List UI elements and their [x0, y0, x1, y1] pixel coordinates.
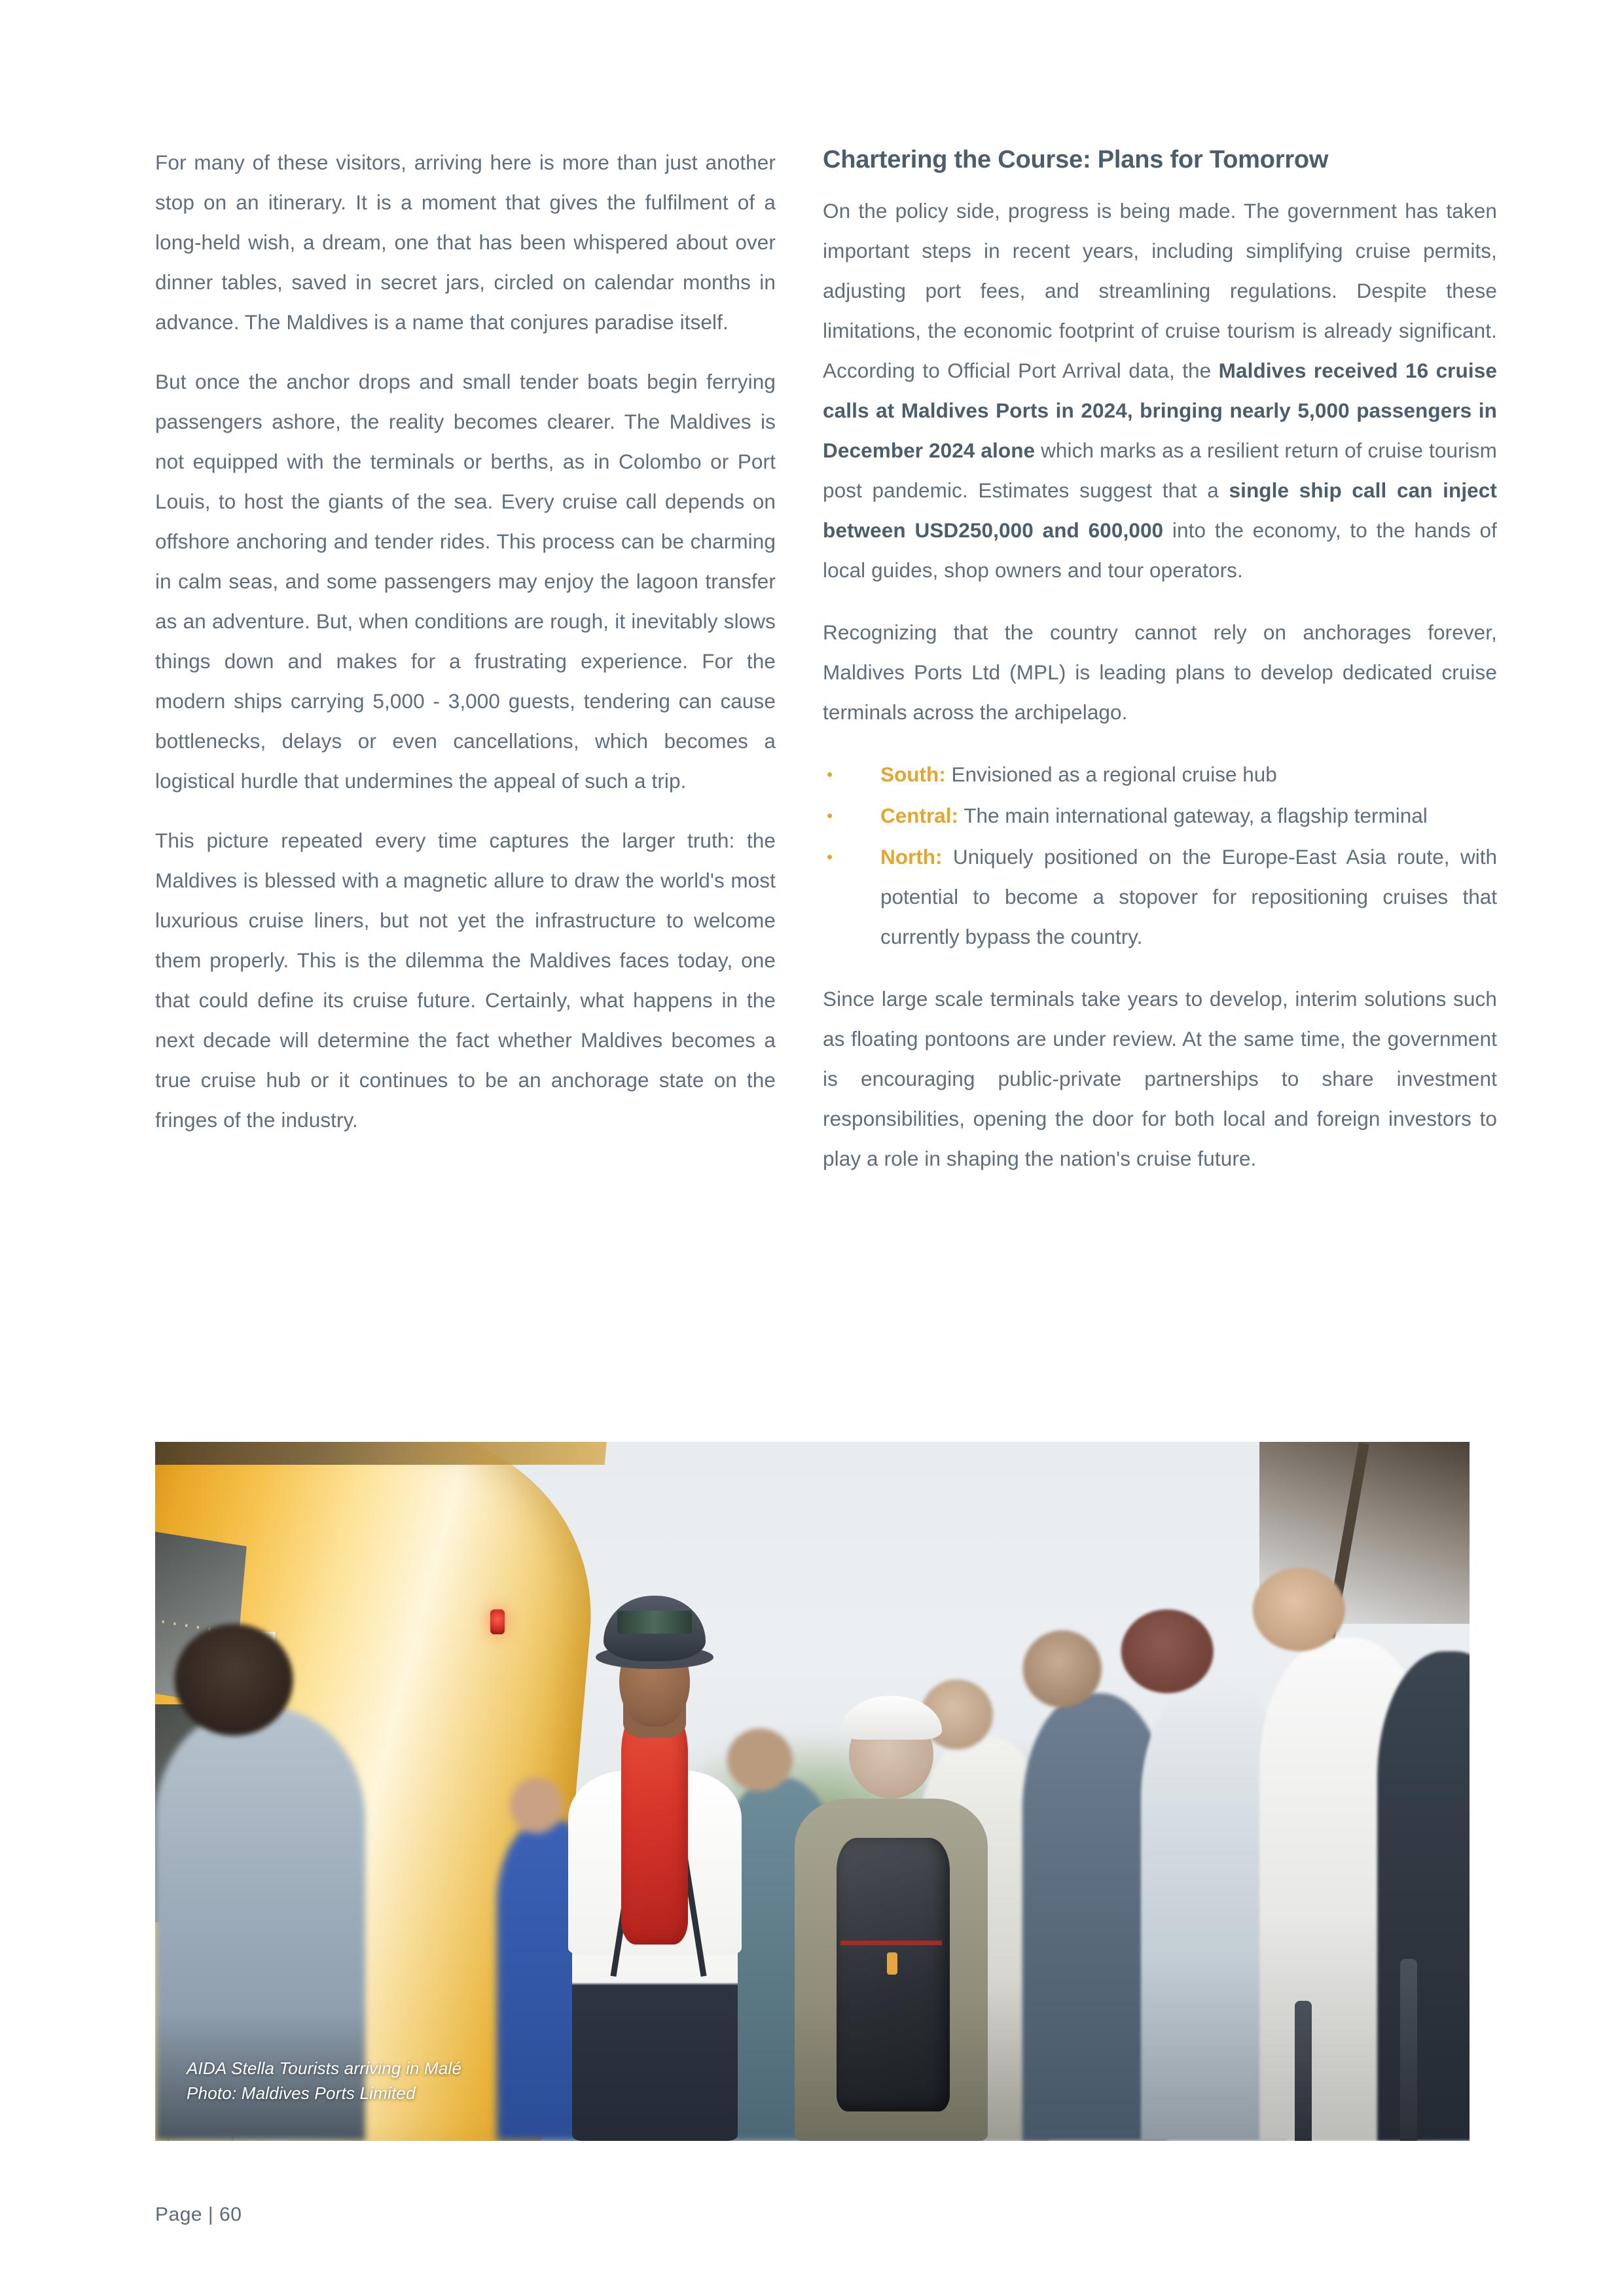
- bullet-dot-icon: •: [827, 764, 833, 784]
- bullet-term-south: South:: [880, 762, 946, 786]
- list-item: [823, 796, 1497, 836]
- guide-sunglasses: [617, 1611, 692, 1634]
- left-column: [155, 143, 776, 1201]
- queue-rail-post: [1295, 2001, 1312, 2141]
- photo-caption-line-1: AIDA Stella Tourists arriving in Malé: [187, 2058, 462, 2078]
- crowd-figure-head: [1253, 1568, 1345, 1651]
- backpack: [837, 1838, 950, 2112]
- bullet-text-south: Envisioned as a regional cruise hub: [945, 762, 1277, 786]
- section-heading: Chartering the Course: Plans for Tomorrow: [823, 146, 1329, 173]
- policy-text-part-3: into the economy, to the hands of local guides, shop owners and tour operators.: [823, 518, 1498, 582]
- bullet-dot-icon: •: [827, 847, 833, 867]
- policy-text-part-1: On the policy side, progress is being made. The government has taken important steps in recent years, including simplifying cruise permits, adjusting port fees, and streamlining regulations. Despite these limitations, the economic footprint of cruise tourism is already significant. According to Official Port Arrival data, the: [823, 199, 1497, 382]
- article-columns: [155, 143, 1498, 1201]
- crowd-figure-head: [175, 1624, 293, 1736]
- stat-cruise-calls: Maldives received 16 cruise calls at Maldives Ports in 2024, bringing nearly 5,000 passengers in December 2024 alone: [823, 359, 1497, 462]
- page-footer: Page | 60: [155, 2204, 242, 2225]
- crowd-figure-head: [1022, 1630, 1101, 1707]
- bullet-term-north: North:: [880, 845, 943, 869]
- left-paragraph-1: For many of these visitors, arriving here is more than just another stop on an itinerary. It is a moment that gives the fulfilment of a long-held wish, a dream, one that has been whispered about over dinner tables, saved in secret jars, circled on calendar months in advance. The Maldives is a name that conjures paradise itself.: [155, 151, 776, 334]
- right-column: [823, 143, 1497, 1201]
- backpack-zipper-pull: [887, 1952, 897, 1975]
- right-paragraph-3: Since large scale terminals take years to develop, interim solutions such as floating pontoons are under review. At the same time, the government is encouraging public-private partnerships to share investment responsibilities, opening the door for both local and foreign investors to play a role in shaping the nation's cruise future.: [823, 987, 1497, 1170]
- right-paragraph-2: Recognizing that the country cannot rely on anchorages forever, Maldives Ports Ltd (MPL) is leading plans to develop dedicated cruise terminals across the archipelago.: [823, 620, 1497, 724]
- bullet-text-central: The main international gateway, a flagship terminal: [958, 804, 1428, 827]
- list-item: [823, 837, 1497, 957]
- terminal-plan-list: [823, 755, 1497, 957]
- backpack-red-trim: [840, 1941, 941, 1945]
- left-paragraph-2: But once the anchor drops and small tender boats begin ferrying passengers ashore, the reality becomes clearer. The Maldives is not equipped with the terminals or berths, as in Colombo or Port Louis, to host the giants of the sea. Every cruise call depends on offshore anchoring and tender rides. This process can be charming in calm seas, and some passengers may enjoy the lagoon transfer as an adventure. But, when conditions are rough, it inevitably slows things down and makes for a frustrating experience. For the modern ships carrying 5,000 - 3,000 guests, tendering can cause bottlenecks, delays or even cancellations, which becomes a logistical hurdle that undermines the appeal of such a trip.: [155, 370, 776, 793]
- queue-rail-post: [1400, 1959, 1417, 2141]
- photo-caption: [187, 2056, 461, 2106]
- crowd-figure-head: [1121, 1609, 1214, 1693]
- passenger-crowd: [155, 1442, 1470, 2141]
- passenger-cap: [840, 1696, 941, 1740]
- bullet-dot-icon: •: [827, 806, 833, 825]
- right-paragraph-1: [823, 191, 1497, 590]
- stat-ship-call-value: single ship call can inject between USD250,000 and 600,000: [823, 478, 1498, 542]
- crew-guide-figure: [556, 1596, 753, 2141]
- bullet-text-north: Uniquely positioned on the Europe-East Asia route, with potential to become a stopover for repositioning cruises that currently bypass the country.: [880, 845, 1497, 948]
- bullet-term-central: Central:: [880, 804, 959, 827]
- photo-caption-line-2: Photo: Maldives Ports Limited: [187, 2083, 416, 2103]
- crowd-figure: [1377, 1651, 1470, 2141]
- article-photo: [155, 1442, 1470, 2141]
- guide-life-vest: [621, 1705, 688, 1945]
- left-paragraph-3: This picture repeated every time captures the larger truth: the Maldives is blessed with a magnetic allure to draw the world's most luxurious cruise liners, but not yet the infrastructure to welcome them properly. This is the dilemma the Maldives faces today, one that could define its cruise future. Certainly, what happens in the next decade will determine the fact whether Maldives becomes a true cruise hub or it continues to be an anchorage state on the fringes of the industry.: [155, 829, 776, 1132]
- passenger-with-backpack: [786, 1651, 996, 2141]
- policy-text-part-2: which marks as a resilient return of cruise tourism post pandemic. Estimates suggest that a: [823, 439, 1497, 502]
- list-item: [823, 755, 1497, 795]
